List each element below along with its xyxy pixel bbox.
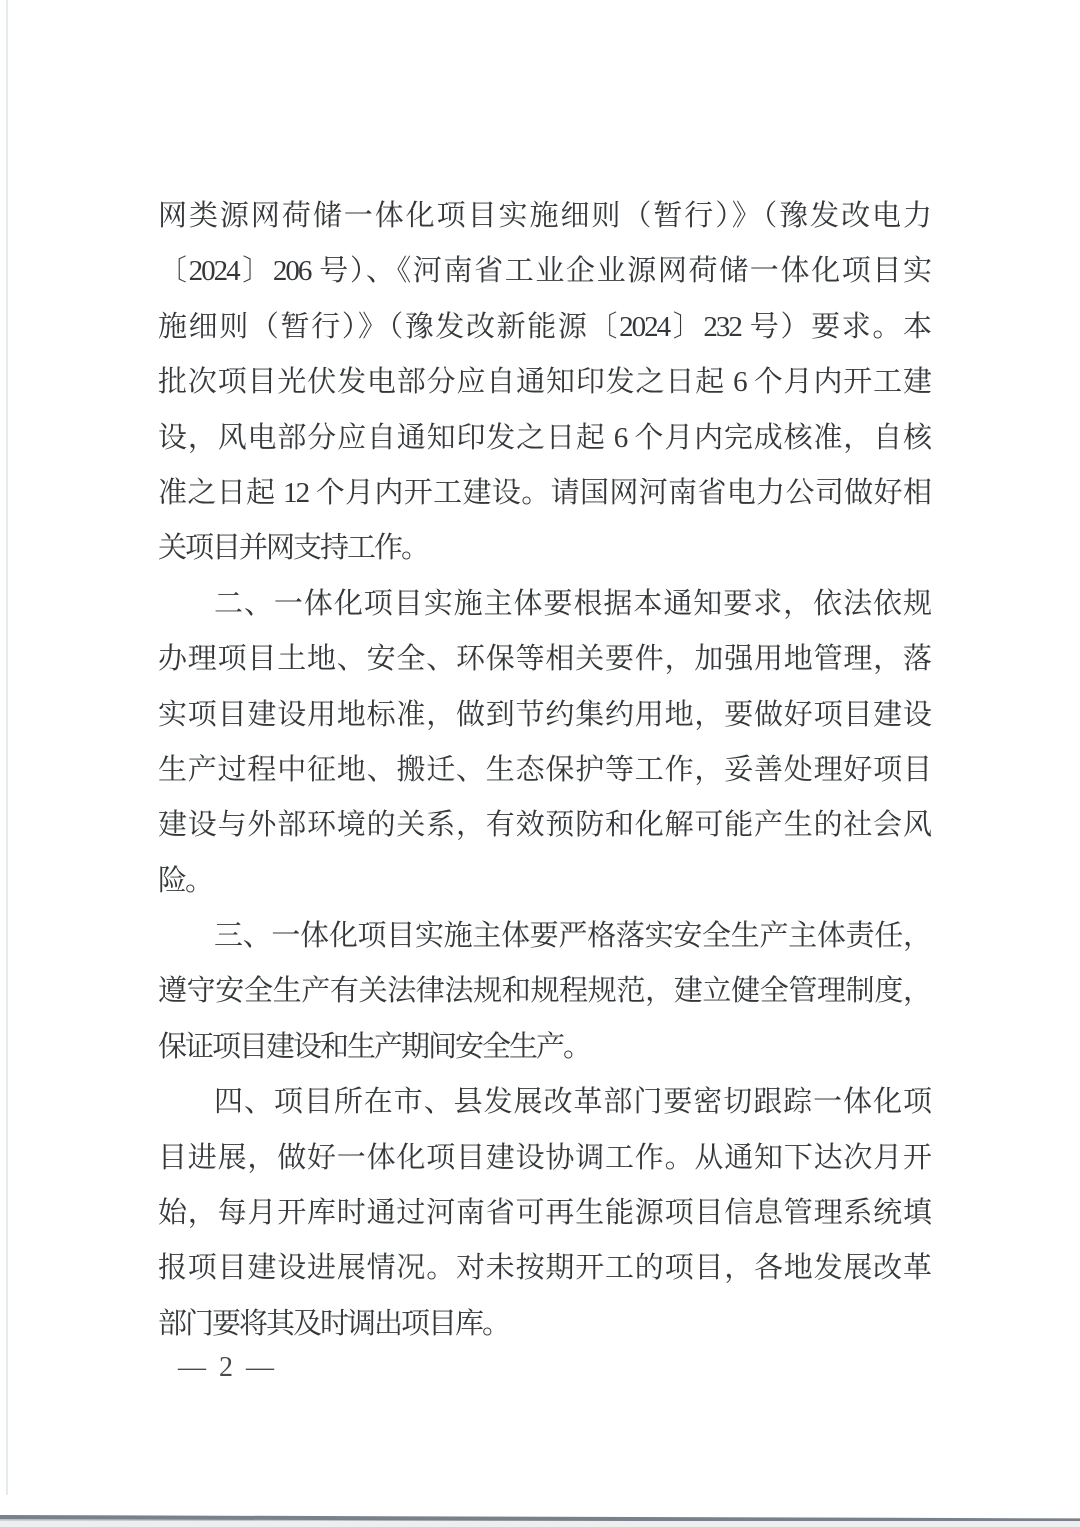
text-line: 部门要将其及时调出项目库。 xyxy=(158,1307,510,1340)
text-line: 遵守安全生产有关法律法规和规程规范，建立健全管理制度， xyxy=(158,975,930,1008)
text-line: 目进展，做好一体化项目建设协调工作。从通知下达次月开 xyxy=(158,1141,930,1174)
text-line: 施细则（暂行）》（豫发改新能源〔2024〕232 号）要求。本 xyxy=(158,310,930,343)
text-line: 〔2024〕206 号）、《河南省工业企业源网荷储一体化项目实 xyxy=(158,255,930,288)
text-line: 建设与外部环境的关系，有效预防和化解可能产生的社会风 xyxy=(158,809,930,842)
text-line: 始，每月开库时通过河南省可再生能源项目信息管理系统填 xyxy=(158,1197,930,1230)
text-line: 设，风电部分应自通知印发之日起 6 个月内完成核准，自核 xyxy=(158,421,930,454)
text-line-section-3: 三、一体化项目实施主体要严格落实安全生产主体责任， xyxy=(214,920,930,953)
text-line: 实项目建设用地标准，做到节约集约用地，要做好项目建设 xyxy=(158,698,930,731)
text-line: 保证项目建设和生产期间安全生产。 xyxy=(158,1030,591,1063)
document-body-text xyxy=(158,189,930,1352)
text-line: 报项目建设进展情况。对未按期开工的项目，各地发展改革 xyxy=(158,1252,930,1285)
page-bottom-margin xyxy=(0,1521,1080,1527)
text-line: 生产过程中征地、搬迁、生态保护等工作，妥善处理好项目 xyxy=(158,753,930,786)
text-line: 险。 xyxy=(158,864,213,897)
text-line: 批次项目光伏发电部分应自通知印发之日起 6 个月内开工建 xyxy=(158,366,930,399)
text-line-section-2: 二、一体化项目实施主体要根据本通知要求，依法依规 xyxy=(214,587,930,620)
text-line: 办理项目土地、安全、环保等相关要件，加强用地管理，落 xyxy=(158,643,930,676)
scan-edge-line xyxy=(6,0,8,1495)
page-number: — 2 — xyxy=(178,1352,277,1383)
text-line: 网类源网荷储一体化项目实施细则（暂行）》（豫发改电力 xyxy=(158,200,930,232)
text-line: 关项目并网支持工作。 xyxy=(158,532,429,565)
text-line-section-4: 四、项目所在市、县发展改革部门要密切跟踪一体化项 xyxy=(214,1086,930,1119)
text-line: 准之日起 12 个月内开工建设。请国网河南省电力公司做好相 xyxy=(158,476,930,509)
